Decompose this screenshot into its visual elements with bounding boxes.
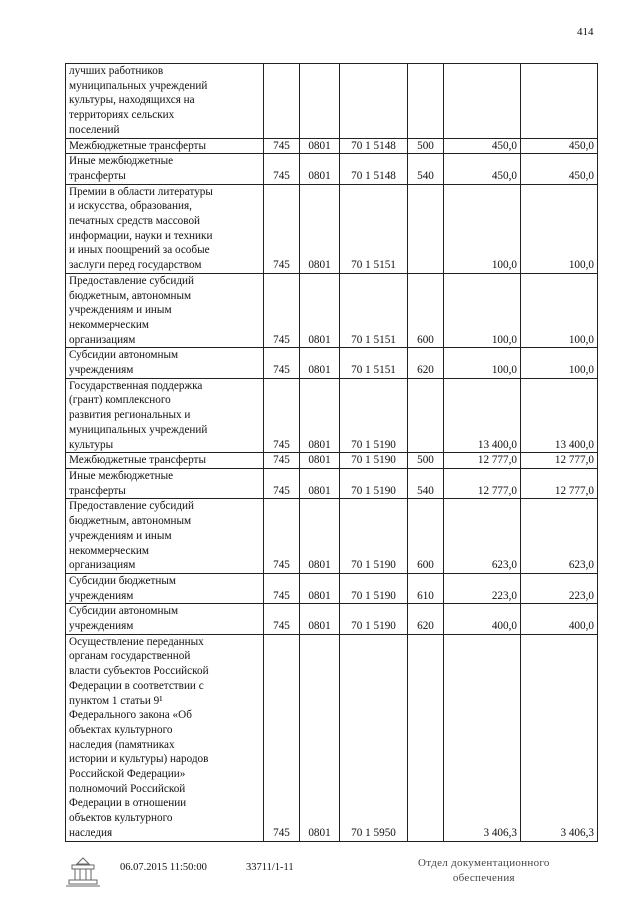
- cell-section: 0801: [300, 184, 340, 273]
- table-row: [66, 378, 598, 453]
- table-row: [66, 604, 598, 634]
- cell-ministry: 745: [264, 468, 300, 498]
- cell-amount-2: 13 400,0: [521, 378, 598, 453]
- cell-amount-1: 100,0: [444, 184, 521, 273]
- cell-section: 0801: [300, 378, 340, 453]
- cell-section: 0801: [300, 499, 340, 574]
- cell-target-article: 70 1 5151: [340, 184, 408, 273]
- cell-name: [66, 348, 264, 378]
- cell-ministry: 745: [264, 273, 300, 348]
- cell-section: 0801: [300, 604, 340, 634]
- cell-amount-1: 223,0: [444, 573, 521, 603]
- cell-target-article: 70 1 5950: [340, 634, 408, 841]
- department-stamp: [418, 856, 550, 886]
- cell-amount-2: 400,0: [521, 604, 598, 634]
- footer-document-code: 33711/1-11: [246, 862, 294, 873]
- cell-target-article: 70 1 5190: [340, 573, 408, 603]
- cell-amount-1: 13 400,0: [444, 378, 521, 453]
- cell-expense-type: [408, 634, 444, 841]
- cell-amount-2: 12 777,0: [521, 468, 598, 498]
- table-row: [66, 634, 598, 841]
- page-number: 414: [577, 26, 594, 38]
- cell-amount-2: [521, 64, 598, 139]
- cell-name: [66, 64, 264, 139]
- cell-section: 0801: [300, 634, 340, 841]
- table-row: [66, 573, 598, 603]
- row-name-text: Иные межбюджетные трансферты: [69, 155, 174, 182]
- cell-amount-2: 3 406,3: [521, 634, 598, 841]
- footer-date: 06.07.2015 11:50:00: [120, 862, 207, 873]
- cell-target-article: 70 1 5190: [340, 499, 408, 574]
- cell-amount-2: 12 777,0: [521, 453, 598, 469]
- row-name-text: Субсидии бюджетным учреждениям: [69, 574, 176, 602]
- cell-target-article: 70 1 5151: [340, 348, 408, 378]
- cell-ministry: 745: [264, 138, 300, 154]
- cell-target-article: [340, 64, 408, 139]
- cell-amount-1: 12 777,0: [444, 468, 521, 498]
- cell-ministry: 745: [264, 499, 300, 574]
- cell-amount-1: 12 777,0: [444, 453, 521, 469]
- cell-amount-1: 623,0: [444, 499, 521, 574]
- cell-expense-type: 500: [408, 453, 444, 469]
- cell-ministry: 745: [264, 634, 300, 841]
- cell-amount-1: 400,0: [444, 604, 521, 634]
- cell-section: 0801: [300, 468, 340, 498]
- cell-target-article: 70 1 5190: [340, 604, 408, 634]
- row-name-text: лучших работников муниципальных учреждений культуры, находящихся на территориях сельских поселений: [69, 65, 208, 136]
- row-name-text: Премии в области литературы и искусства, образования, печатных средств массовой информации, науки и техники и иных поощрений за особые заслуги перед государством: [69, 185, 213, 272]
- cell-name: [66, 573, 264, 603]
- cell-amount-1: 100,0: [444, 348, 521, 378]
- cell-amount-2: 100,0: [521, 184, 598, 273]
- row-name-text: Субсидии автономным учреждениям: [69, 605, 179, 633]
- cell-name: [66, 184, 264, 273]
- row-name-text: Иные межбюджетные трансферты: [69, 469, 174, 497]
- row-name-text: Субсидии автономным учреждениям: [69, 349, 179, 377]
- cell-ministry: 745: [264, 604, 300, 634]
- page-footer: [0, 856, 640, 896]
- table-row: [66, 154, 598, 184]
- table-row: [66, 499, 598, 574]
- stamp-line: обеспечения: [452, 872, 515, 884]
- cell-amount-2: 100,0: [521, 348, 598, 378]
- cell-ministry: 745: [264, 453, 300, 469]
- cell-expense-type: 620: [408, 348, 444, 378]
- cell-amount-2: 100,0: [521, 273, 598, 348]
- row-name-text: Осуществление переданных органам государственной власти субъектов Российской Федерации в соответствии с пунктом 1 статьи 9¹ Федерального закона «Об объектах культурного наследия (памятниках истории и культуры) народов Российской Федерации» полномочий Российской Федерации в отношении объектов культурного наследия: [69, 635, 209, 839]
- cell-amount-1: 3 406,3: [444, 634, 521, 841]
- cell-target-article: 70 1 5148: [340, 154, 408, 184]
- cell-expense-type: 540: [408, 468, 444, 498]
- cell-ministry: 745: [264, 348, 300, 378]
- cell-name: [66, 138, 264, 154]
- cell-target-article: 70 1 5190: [340, 468, 408, 498]
- cell-section: 0801: [300, 273, 340, 348]
- cell-amount-1: 450,0: [444, 138, 521, 154]
- cell-target-article: 70 1 5151: [340, 273, 408, 348]
- cell-name: [66, 634, 264, 841]
- cell-amount-1: [444, 64, 521, 139]
- table-row: [66, 64, 598, 139]
- cell-section: 0801: [300, 138, 340, 154]
- cell-name: [66, 154, 264, 184]
- cell-name: [66, 273, 264, 348]
- row-name-text: Предоставление субсидий бюджетным, автономным учреждениям и иным некоммерческим организациям: [69, 274, 195, 346]
- row-name-text: Межбюджетные трансферты: [69, 139, 206, 152]
- cell-name: [66, 468, 264, 498]
- cell-expense-type: 600: [408, 273, 444, 348]
- cell-expense-type: [408, 64, 444, 139]
- budget-table: [65, 63, 598, 842]
- cell-ministry: 745: [264, 184, 300, 273]
- cell-amount-2: 223,0: [521, 573, 598, 603]
- cell-section: 0801: [300, 453, 340, 469]
- cell-name: [66, 499, 264, 574]
- table-row: [66, 138, 598, 154]
- row-name-text: Государственная поддержка (грант) комплексного развития региональных и муниципальных учреждений культуры: [69, 379, 208, 451]
- cell-target-article: 70 1 5190: [340, 453, 408, 469]
- cell-ministry: 745: [264, 154, 300, 184]
- row-name-text: Межбюджетные трансферты: [69, 454, 206, 467]
- cell-name: [66, 604, 264, 634]
- table-row: [66, 273, 598, 348]
- cell-ministry: 745: [264, 573, 300, 603]
- cell-amount-2: 623,0: [521, 499, 598, 574]
- cell-amount-1: 100,0: [444, 273, 521, 348]
- cell-name: [66, 378, 264, 453]
- row-name-text: Предоставление субсидий бюджетным, автономным учреждениям и иным некоммерческим организациям: [69, 500, 195, 572]
- cell-target-article: 70 1 5148: [340, 138, 408, 154]
- cell-name: [66, 453, 264, 469]
- cell-ministry: [264, 64, 300, 139]
- cell-section: 0801: [300, 348, 340, 378]
- table-row: [66, 453, 598, 469]
- table-row: [66, 468, 598, 498]
- table-row: [66, 348, 598, 378]
- cell-expense-type: 620: [408, 604, 444, 634]
- cell-expense-type: [408, 378, 444, 453]
- stamp-line: Отдел документационного: [418, 857, 550, 869]
- cell-amount-1: 450,0: [444, 154, 521, 184]
- cell-section: 0801: [300, 573, 340, 603]
- cell-expense-type: 610: [408, 573, 444, 603]
- cell-target-article: 70 1 5190: [340, 378, 408, 453]
- cell-section: [300, 64, 340, 139]
- cell-expense-type: 540: [408, 154, 444, 184]
- cell-expense-type: [408, 184, 444, 273]
- emblem-icon: [62, 856, 104, 890]
- cell-section: 0801: [300, 154, 340, 184]
- cell-amount-2: 450,0: [521, 154, 598, 184]
- cell-expense-type: 600: [408, 499, 444, 574]
- budget-table-body: [66, 64, 598, 842]
- cell-ministry: 745: [264, 378, 300, 453]
- cell-amount-2: 450,0: [521, 138, 598, 154]
- table-row: [66, 184, 598, 273]
- cell-expense-type: 500: [408, 138, 444, 154]
